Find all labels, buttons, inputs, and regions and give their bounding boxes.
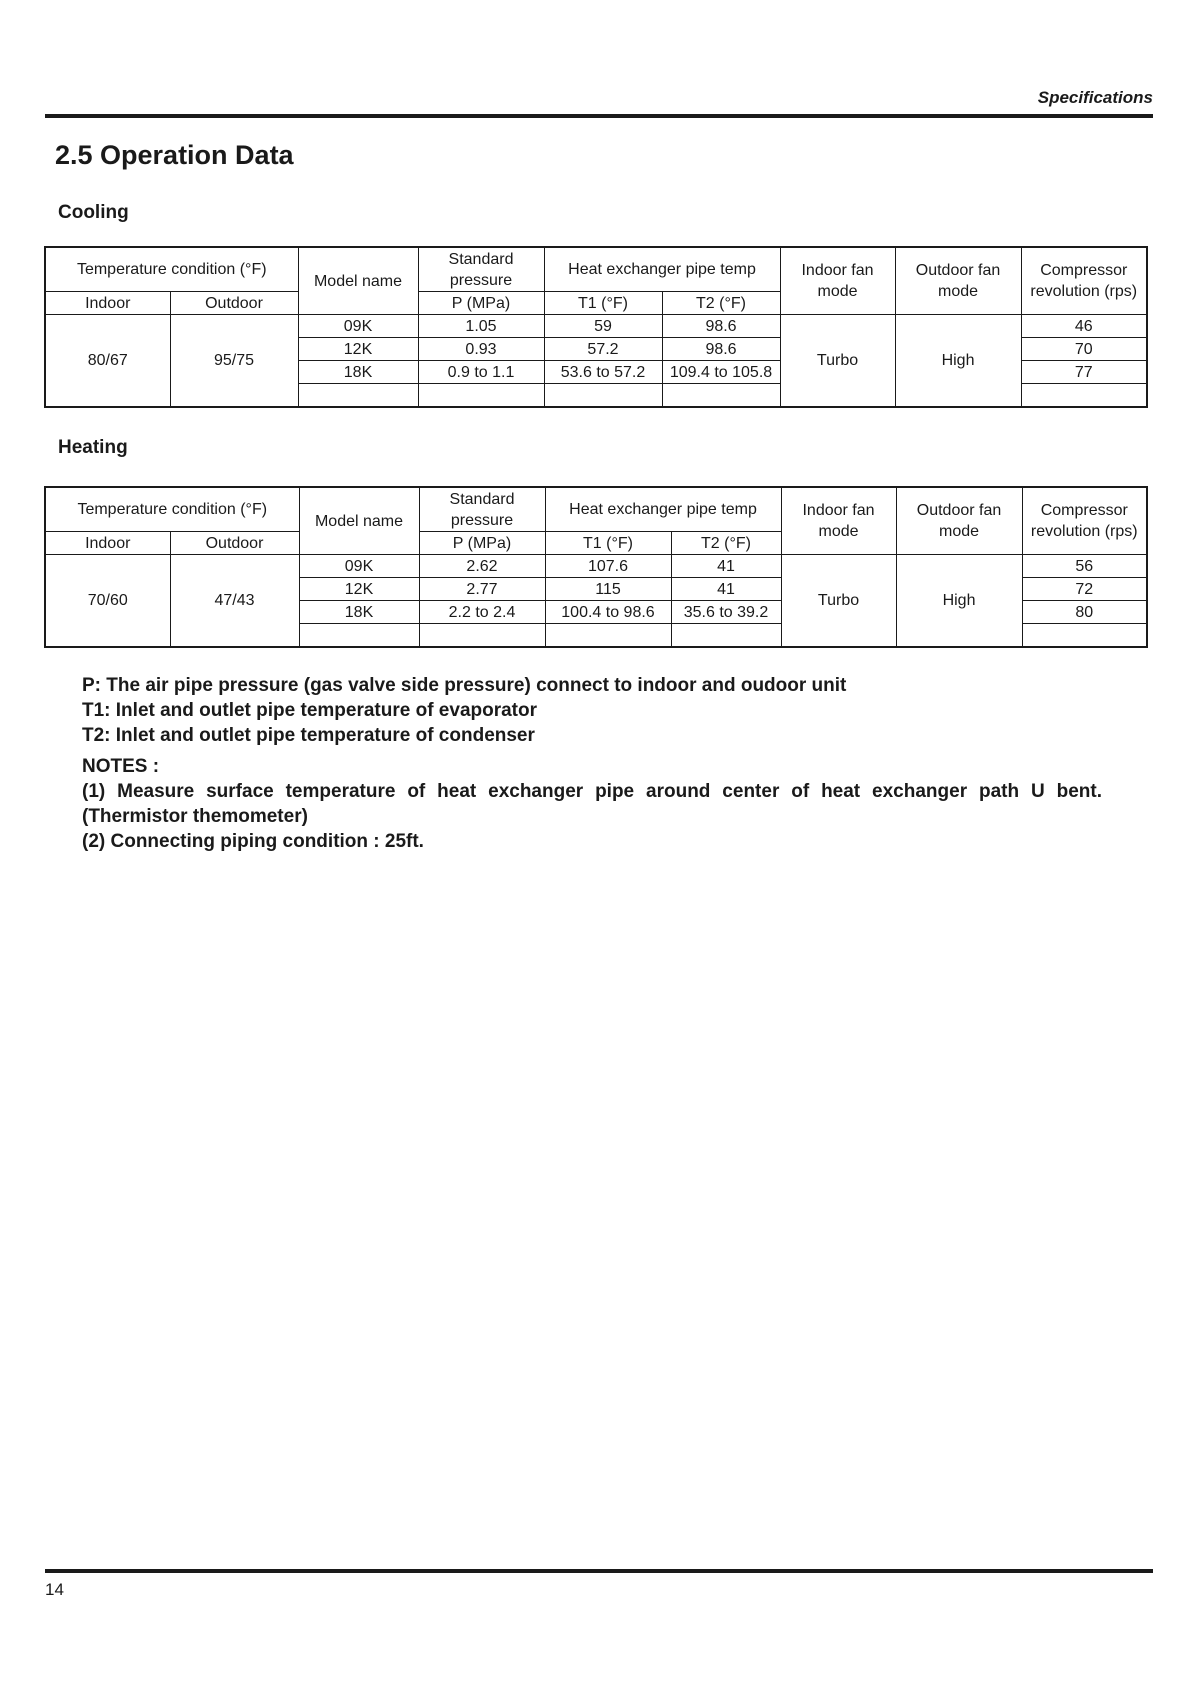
rps-cell: 77 bbox=[1021, 361, 1147, 384]
indoor-header: Indoor bbox=[45, 292, 170, 315]
indoor-fan-cell: Turbo bbox=[781, 555, 896, 648]
t1-cell: 107.6 bbox=[545, 555, 671, 578]
t1-cell: 53.6 to 57.2 bbox=[544, 361, 662, 384]
heating-section-label: Heating bbox=[58, 437, 128, 458]
empty-cell bbox=[671, 624, 781, 648]
table-row bbox=[45, 555, 1147, 578]
outdoor-header: Outdoor bbox=[170, 292, 298, 315]
empty-cell bbox=[298, 384, 418, 408]
t1-cell: 115 bbox=[545, 578, 671, 601]
pressure-cell: 2.77 bbox=[419, 578, 545, 601]
temp-condition-header: Temperature condition (°F) bbox=[45, 487, 299, 532]
header-rule bbox=[45, 114, 1153, 118]
outdoor-temp-cell: 47/43 bbox=[170, 555, 299, 648]
t2-cell: 98.6 bbox=[662, 315, 780, 338]
rps-cell: 72 bbox=[1022, 578, 1147, 601]
t2-cell: 98.6 bbox=[662, 338, 780, 361]
model-cell: 09K bbox=[298, 315, 418, 338]
footer-rule bbox=[45, 1569, 1153, 1573]
heat-exchanger-header: Heat exchanger pipe temp bbox=[544, 247, 780, 292]
model-cell: 12K bbox=[298, 338, 418, 361]
empty-cell bbox=[662, 384, 780, 408]
table-row bbox=[45, 315, 1147, 338]
temp-condition-header: Temperature condition (°F) bbox=[45, 247, 298, 292]
rps-cell: 46 bbox=[1021, 315, 1147, 338]
indoor-fan-header: Indoor fan mode bbox=[781, 487, 896, 555]
t1-cell: 59 bbox=[544, 315, 662, 338]
model-name-header: Model name bbox=[299, 487, 419, 555]
notes-heading: NOTES : bbox=[82, 756, 160, 777]
cooling-table bbox=[44, 246, 1148, 408]
pressure-cell: 0.9 to 1.1 bbox=[418, 361, 544, 384]
compressor-header: Compressor revolution (rps) bbox=[1021, 247, 1147, 315]
empty-cell bbox=[1022, 624, 1147, 648]
t2-header: T2 (°F) bbox=[671, 532, 781, 555]
t1-header: T1 (°F) bbox=[544, 292, 662, 315]
pressure-unit-header: P (MPa) bbox=[418, 292, 544, 315]
cooling-section-label: Cooling bbox=[58, 202, 129, 223]
note-2: (2) Connecting piping condition : 25ft. bbox=[82, 831, 424, 852]
outdoor-temp-cell: 95/75 bbox=[170, 315, 298, 408]
model-cell: 12K bbox=[299, 578, 419, 601]
t1-cell: 100.4 to 98.6 bbox=[545, 601, 671, 624]
model-cell: 09K bbox=[299, 555, 419, 578]
note-1: (1) Measure surface temperature of heat exchanger pipe around center of heat exchanger path U bent. bbox=[82, 781, 1102, 802]
t2-cell: 35.6 to 39.2 bbox=[671, 601, 781, 624]
empty-cell bbox=[545, 624, 671, 648]
empty-cell bbox=[419, 624, 545, 648]
heat-exchanger-header: Heat exchanger pipe temp bbox=[545, 487, 781, 532]
compressor-header: Compressor revolution (rps) bbox=[1022, 487, 1147, 555]
t2-cell: 41 bbox=[671, 578, 781, 601]
indoor-header: Indoor bbox=[45, 532, 170, 555]
empty-cell bbox=[418, 384, 544, 408]
legend-t2: T2: Inlet and outlet pipe temperature of condenser bbox=[82, 725, 535, 746]
indoor-fan-cell: Turbo bbox=[780, 315, 895, 408]
legend-p: P: The air pipe pressure (gas valve side pressure) connect to indoor and oudoor unit bbox=[82, 675, 847, 696]
empty-cell bbox=[299, 624, 419, 648]
section-header-label: Specifications bbox=[1037, 88, 1153, 107]
outdoor-fan-cell: High bbox=[895, 315, 1021, 408]
outdoor-fan-header: Outdoor fan mode bbox=[895, 247, 1021, 315]
t2-header: T2 (°F) bbox=[662, 292, 780, 315]
heating-table bbox=[44, 486, 1148, 648]
page-title: 2.5 Operation Data bbox=[55, 140, 294, 170]
note-1-continued: (Thermistor themometer) bbox=[82, 806, 308, 827]
model-cell: 18K bbox=[299, 601, 419, 624]
t1-header: T1 (°F) bbox=[545, 532, 671, 555]
rps-cell: 80 bbox=[1022, 601, 1147, 624]
indoor-temp-cell: 80/67 bbox=[45, 315, 170, 408]
page-number: 14 bbox=[45, 1580, 64, 1599]
pressure-cell: 1.05 bbox=[418, 315, 544, 338]
model-name-header: Model name bbox=[298, 247, 418, 315]
standard-pressure-header: Standard pressure bbox=[419, 487, 545, 532]
t2-cell: 109.4 to 105.8 bbox=[662, 361, 780, 384]
outdoor-fan-header: Outdoor fan mode bbox=[896, 487, 1022, 555]
t1-cell: 57.2 bbox=[544, 338, 662, 361]
outdoor-fan-cell: High bbox=[896, 555, 1022, 648]
legend-t1: T1: Inlet and outlet pipe temperature of evaporator bbox=[82, 700, 538, 721]
rps-cell: 56 bbox=[1022, 555, 1147, 578]
pressure-cell: 0.93 bbox=[418, 338, 544, 361]
outdoor-header: Outdoor bbox=[170, 532, 299, 555]
pressure-unit-header: P (MPa) bbox=[419, 532, 545, 555]
indoor-temp-cell: 70/60 bbox=[45, 555, 170, 648]
model-cell: 18K bbox=[298, 361, 418, 384]
pressure-cell: 2.2 to 2.4 bbox=[419, 601, 545, 624]
indoor-fan-header: Indoor fan mode bbox=[780, 247, 895, 315]
t2-cell: 41 bbox=[671, 555, 781, 578]
notes-block bbox=[82, 673, 1102, 854]
pressure-cell: 2.62 bbox=[419, 555, 545, 578]
empty-cell bbox=[544, 384, 662, 408]
standard-pressure-header: Standard pressure bbox=[418, 247, 544, 292]
empty-cell bbox=[1021, 384, 1147, 408]
rps-cell: 70 bbox=[1021, 338, 1147, 361]
